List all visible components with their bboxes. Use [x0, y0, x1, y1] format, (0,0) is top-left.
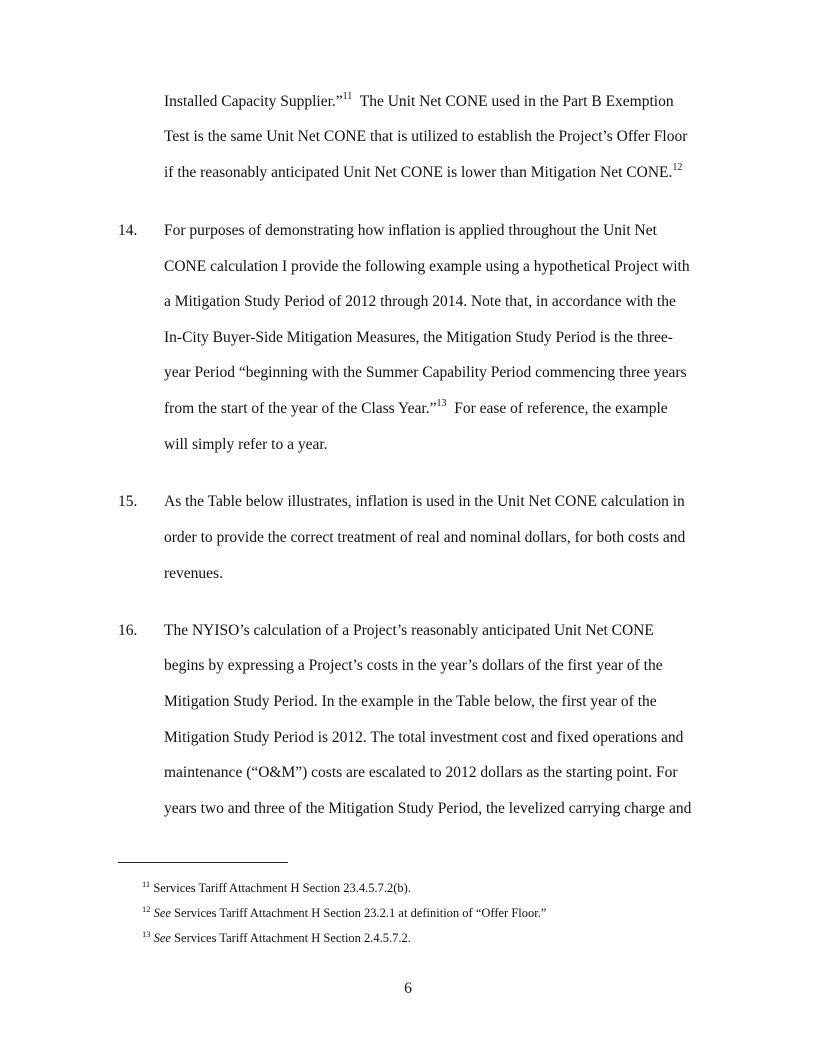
body-line: years two and three of the Mitigation Study Period, the levelized carrying charge and	[164, 800, 692, 817]
body-line	[164, 400, 668, 418]
paragraph-number: 16.	[118, 622, 138, 639]
footnote-text: Services Tariff Attachment H Section 23.4.5.7.2(b).	[153, 881, 411, 895]
footnote-separator	[118, 862, 288, 863]
body-line: In-City Buyer-Side Mitigation Measures, the Mitigation Study Period is the three-	[164, 329, 673, 346]
paragraph-number: 14.	[118, 222, 138, 239]
footnote-ref[interactable]: 13	[436, 398, 447, 409]
text-segment: For ease of reference, the example	[446, 400, 668, 417]
body-line: will simply refer to a year.	[164, 436, 328, 453]
footnote-prefix: See	[153, 931, 171, 945]
page-number: 6	[404, 980, 412, 997]
text-segment: from the start of the year of the Class Year.”	[164, 400, 437, 417]
body-line: CONE calculation I provide the following example using a hypothetical Project with	[164, 258, 690, 275]
footnote-ref[interactable]: 12	[672, 162, 683, 173]
footnote-prefix: See	[153, 906, 171, 920]
footnote	[142, 881, 411, 896]
footnote-text: Services Tariff Attachment H Section 2.4.5.7.2.	[170, 931, 411, 945]
footnote-mark: 13	[142, 929, 151, 939]
body-line: The NYISO’s calculation of a Project’s reasonably anticipated Unit Net CONE	[164, 622, 654, 639]
footnote-mark: 11	[142, 879, 151, 889]
body-line: Mitigation Study Period. In the example in the Table below, the first year of the	[164, 693, 657, 710]
paragraph-number: 15.	[118, 493, 138, 510]
body-line: order to provide the correct treatment of real and nominal dollars, for both costs and	[164, 529, 686, 546]
body-line	[164, 93, 674, 111]
body-line	[164, 164, 682, 182]
footnote-ref[interactable]: 11	[342, 91, 353, 102]
footnote-text: Services Tariff Attachment H Section 23.2.1 at definition of “Offer Floor.”	[170, 906, 547, 920]
text-segment: Installed Capacity Supplier.”	[164, 93, 343, 110]
body-line: As the Table below illustrates, inflation is used in the Unit Net CONE calculation in	[164, 493, 685, 510]
footnote-mark: 12	[142, 904, 151, 914]
footnote	[142, 931, 411, 946]
body-line: a Mitigation Study Period of 2012 through 2014. Note that, in accordance with the	[164, 293, 676, 310]
footnote	[142, 906, 546, 921]
body-line: Test is the same Unit Net CONE that is utilized to establish the Project’s Offer Floor	[164, 128, 688, 145]
body-line: begins by expressing a Project’s costs in the year’s dollars of the first year of the	[164, 657, 663, 674]
body-line: year Period “beginning with the Summer Capability Period commencing three years	[164, 364, 687, 381]
body-line: maintenance (“O&M”) costs are escalated to 2012 dollars as the starting point. For	[164, 764, 678, 781]
text-segment: The Unit Net CONE used in the Part B Exemption	[352, 93, 674, 110]
body-line: revenues.	[164, 565, 223, 582]
body-line: Mitigation Study Period is 2012. The total investment cost and fixed operations and	[164, 729, 684, 746]
body-line: For purposes of demonstrating how inflation is applied throughout the Unit Net	[164, 222, 657, 239]
text-segment: if the reasonably anticipated Unit Net CONE is lower than Mitigation Net CONE.	[164, 164, 673, 181]
